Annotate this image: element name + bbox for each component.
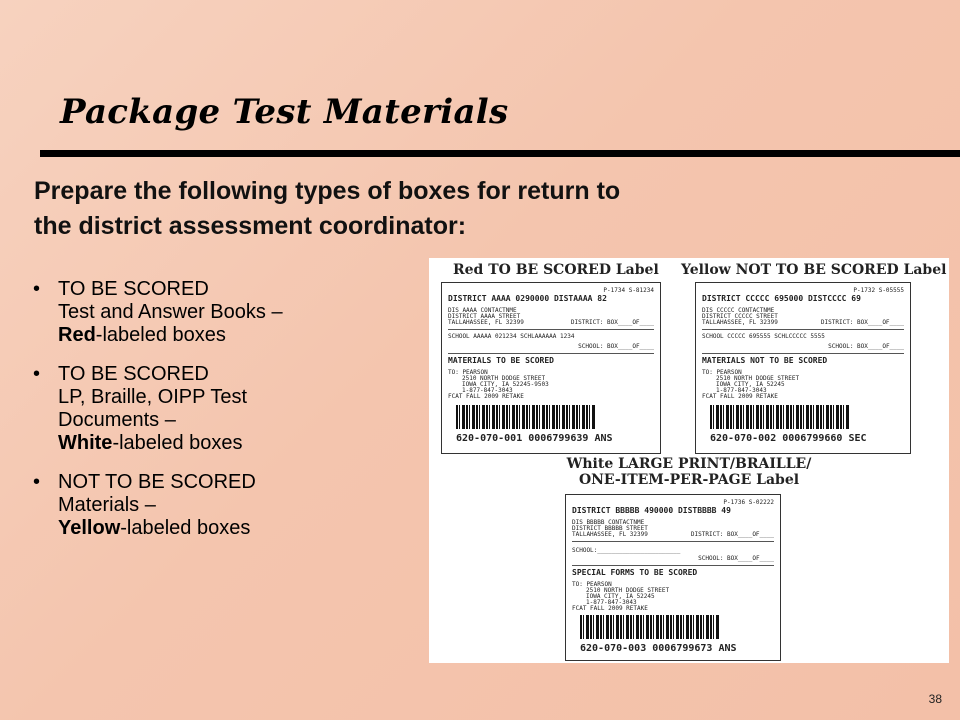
to-line: IOWA CITY, IA 52245 — [716, 381, 785, 388]
to-line: 1-877-847-3043 — [716, 387, 767, 394]
address-line: DIS BBBBB CONTACTNME — [572, 519, 645, 526]
form-id: P-1736 S-02222 — [723, 499, 774, 506]
school-box: SCHOOL: BOX____OF____ — [698, 555, 774, 562]
to-line: FCAT FALL 2009 RETAKE — [702, 393, 778, 400]
bullet-yellow — [30, 471, 410, 540]
page-number: 38 — [928, 692, 942, 706]
bullet-text: Test and Answer Books – — [58, 301, 283, 323]
district-line: DISTRICT AAAA 0290000 DISTAAAA 82 — [448, 294, 607, 303]
color-word: White — [58, 432, 113, 454]
school-box: SCHOOL: BOX____OF____ — [828, 343, 904, 350]
address-line: DIS CCCCC CONTACTNME — [702, 307, 775, 314]
to-line: 2510 NORTH DODGE STREET — [462, 375, 546, 382]
yellow-label-title: Yellow NOT TO BE SCORED Label — [681, 262, 947, 278]
barcode-number: 620-070-001 0006799639 ANS — [456, 433, 613, 444]
bullet-icon: • — [33, 278, 41, 300]
to-line: FCAT FALL 2009 RETAKE — [448, 393, 524, 400]
divider — [448, 329, 654, 330]
to-line: IOWA CITY, IA 52245-9503 — [462, 381, 549, 388]
bullet-rest: -labeled boxes — [95, 324, 226, 346]
red-label-card — [441, 282, 661, 454]
bullet-icon: • — [33, 363, 41, 385]
school-line: SCHOOL AAAAA 021234 SCHLAAAAAA 1234 — [448, 333, 575, 340]
district-box: DISTRICT: BOX____OF____ — [570, 319, 654, 326]
address-line: DISTRICT CCCCC STREET — [702, 313, 778, 320]
materials-line: MATERIALS TO BE SCORED — [448, 356, 554, 365]
form-id: P-1732 S-05555 — [853, 287, 904, 294]
bullet-icon: • — [33, 471, 41, 493]
color-word: Yellow — [58, 517, 121, 539]
labels-image — [429, 258, 949, 663]
address-line: DIS AAAA CONTACTNME — [448, 307, 517, 314]
white-label-card — [565, 494, 781, 661]
bullet-heading: NOT TO BE SCORED — [58, 471, 256, 493]
to-line: 1-877-847-3043 — [462, 387, 513, 394]
bullet-rest: -labeled boxes — [112, 432, 243, 454]
school-line: SCHOOL:_______________________ — [572, 547, 681, 554]
form-id: P-1734 S-81234 — [603, 287, 654, 294]
title-divider — [40, 150, 960, 157]
to-line: 2510 NORTH DODGE STREET — [586, 587, 670, 594]
address-line: DISTRICT AAAA STREET — [448, 313, 521, 320]
to-line: FCAT FALL 2009 RETAKE — [572, 605, 648, 612]
district-box: DISTRICT: BOX____OF____ — [820, 319, 904, 326]
bullet-heading: TO BE SCORED — [58, 363, 209, 385]
district-line: DISTRICT BBBBB 490000 DISTBBBB 49 — [572, 506, 731, 515]
yellow-label-card — [695, 282, 911, 454]
materials-line: MATERIALS NOT TO BE SCORED — [702, 356, 828, 365]
red-label-title: Red TO BE SCORED Label — [453, 262, 659, 278]
address-line: DISTRICT BBBBB STREET — [572, 525, 648, 532]
school-line: SCHOOL CCCCC 695555 SCHLCCCCC 5555 — [702, 333, 825, 340]
bullet-white — [30, 363, 410, 455]
address-line: TALLAHASSEE, FL 32399 — [448, 319, 524, 326]
slide-title: Package Test Materials — [60, 92, 509, 132]
materials-line: SPECIAL FORMS TO BE SCORED — [572, 568, 698, 577]
to-line: 2510 NORTH DODGE STREET — [716, 375, 800, 382]
white-title-line-1: White LARGE PRINT/BRAILLE/ — [566, 456, 812, 472]
bullet-heading: TO BE SCORED — [58, 278, 209, 300]
divider — [572, 541, 774, 542]
barcode — [456, 405, 596, 429]
subtitle-line-1: Prepare the following types of boxes for return to — [34, 177, 621, 205]
barcode-number: 620-070-002 0006799660 SEC — [710, 433, 867, 444]
slide-subtitle — [34, 174, 834, 244]
white-title-line-2: ONE-ITEM-PER-PAGE Label — [578, 472, 800, 488]
subtitle-line-2: the district assessment coordinator: — [34, 212, 467, 240]
divider — [448, 353, 654, 354]
to-line: TO: PEARSON — [448, 369, 488, 376]
barcode-number: 620-070-003 0006799673 ANS — [580, 643, 737, 654]
school-box: SCHOOL: BOX____OF____ — [578, 343, 654, 350]
bullet-list — [30, 278, 410, 556]
divider — [702, 353, 904, 354]
barcode — [710, 405, 850, 429]
bullet-text: Documents – — [58, 409, 176, 431]
to-line: TO: PEARSON — [702, 369, 742, 376]
barcode — [580, 615, 720, 639]
bullet-color-line — [58, 517, 410, 540]
to-line: IOWA CITY, IA 52245 — [586, 593, 655, 600]
divider — [702, 329, 904, 330]
bullet-rest: -labeled boxes — [120, 517, 251, 539]
bullet-color-line — [58, 324, 410, 347]
district-box: DISTRICT: BOX____OF____ — [690, 531, 774, 538]
divider — [572, 565, 774, 566]
to-line: 1-877-847-3043 — [586, 599, 637, 606]
white-label-title — [549, 456, 829, 488]
color-word: Red — [58, 324, 96, 346]
bullet-color-line — [58, 432, 410, 455]
to-line: TO: PEARSON — [572, 581, 612, 588]
bullet-text: LP, Braille, OIPP Test — [58, 386, 247, 408]
address-line: TALLAHASSEE, FL 32399 — [702, 319, 778, 326]
bullet-red — [30, 278, 410, 347]
bullet-text: Materials – — [58, 494, 156, 516]
district-line: DISTRICT CCCCC 695000 DISTCCCC 69 — [702, 294, 861, 303]
address-line: TALLAHASSEE, FL 32399 — [572, 531, 648, 538]
